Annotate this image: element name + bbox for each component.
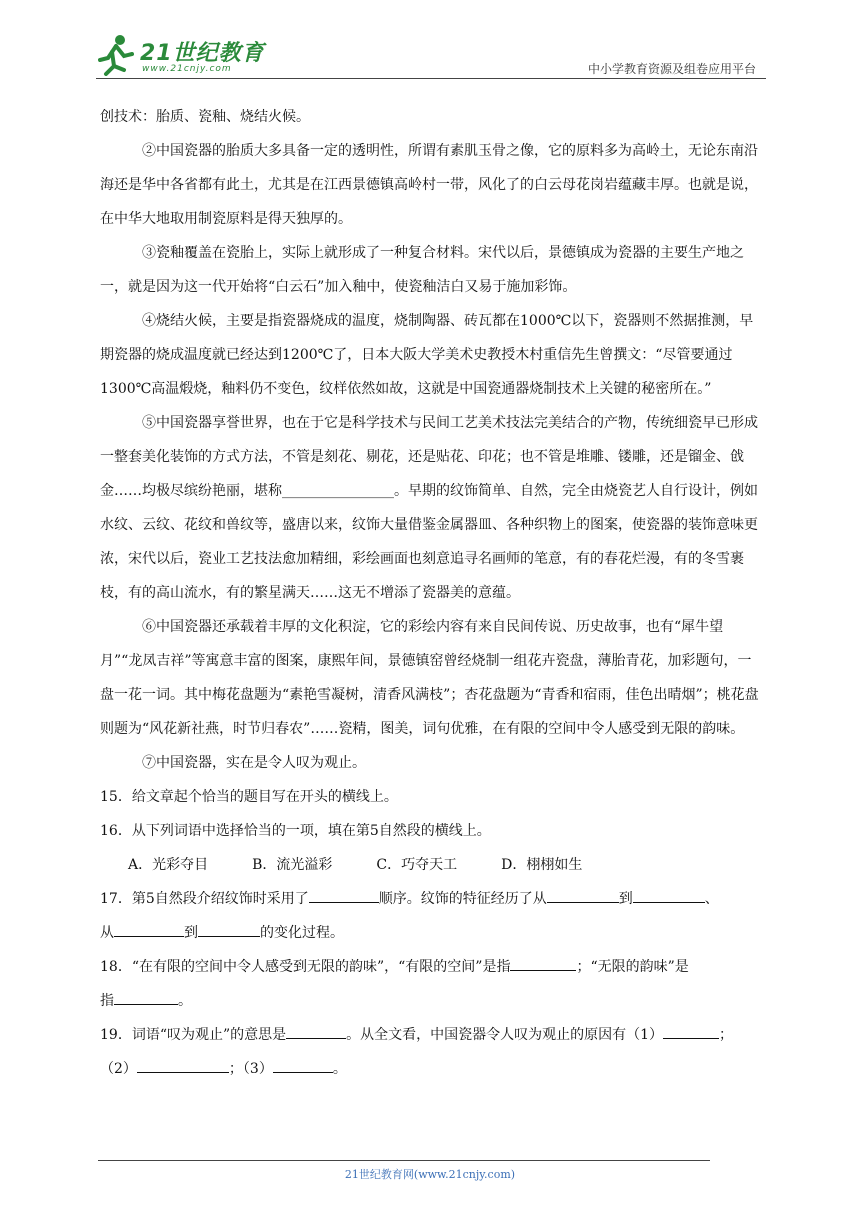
- q17-text: 到: [618, 891, 633, 907]
- question-19: [100, 1018, 765, 1052]
- logo-text: 21世纪教育: [140, 41, 265, 66]
- answer-blank[interactable]: [137, 1056, 229, 1073]
- q17-text: 到: [184, 925, 198, 941]
- answer-blank[interactable]: [286, 1022, 346, 1039]
- answer-blank[interactable]: [114, 920, 184, 937]
- passage-paragraph: ⑦中国瓷器，实在是令人叹为观止。: [142, 755, 366, 771]
- q17-text: 、: [704, 891, 719, 907]
- question-15: 15．给文章起个恰当的题目写在开头的横线上。: [100, 789, 398, 805]
- q19-text: ；（3）: [228, 1061, 273, 1077]
- page-header: [96, 30, 766, 80]
- option-c: C．巧夺天工: [376, 857, 458, 873]
- question-18-cont: [100, 984, 765, 1018]
- passage-paragraph: ②中国瓷器的胎质大多具备一定的透明性，所谓有素肌玉骨之像，它的原料多为高岭土，无论东南沿海还是华中各省都有此土，尤其是在江西景德镇高岭村一带，风化了的白云母花岗岩蕴藏丰厚。也就是说，在中华大地取用制瓷原料是得天独厚的。: [100, 143, 758, 227]
- q17-text: 17．第5自然段介绍纹饰时采用了: [100, 891, 309, 907]
- q18-text: ；“无限的韵味”是: [576, 959, 689, 975]
- logo-url: www.21cnjy.com: [142, 64, 232, 74]
- option-d: D．栩栩如生: [501, 857, 583, 873]
- answer-blank[interactable]: [309, 886, 379, 903]
- platform-name: 中小学教育资源及组卷应用平台: [587, 62, 756, 76]
- answer-blank[interactable]: [510, 954, 576, 971]
- q18-text: 指: [100, 993, 114, 1009]
- q17-text: 顺序。纹饰的特征经历了从: [378, 891, 547, 907]
- q19-text: 。: [332, 1061, 347, 1077]
- question-18: [100, 950, 765, 984]
- q18-text: 18．“在有限的空间中令人感受到无限的韵味”，“有限的空间”是指: [100, 959, 511, 975]
- passage-paragraph: ⑤中国瓷器享誉世界，也在于它是科学技术与民间工艺美术技法完美结合的产物，传统细瓷早已形成一整套美化装饰的方式方法，不管是刻花、剔花，还是贴花、印花；也不管是堆雕、镂雕，还是镏金、戗金……均极尽缤纷艳丽，堪称________________。早期的纹饰简单、自然，完全由烧瓷艺人自行设计，例如水纹、云纹、花纹和兽纹等，盛唐以来，纹饰大量借鉴金属器皿、各种织物上的图案，使瓷器的装饰意味更浓，宋代以后，瓷业工艺技法愈加精细，彩绘画面也刻意追寻名画师的笔意，有的春花烂漫，有的冬雪裹枝，有的高山流水，有的繁星满天……这无不增添了瓷器美的意蕴。: [100, 415, 758, 601]
- answer-blank[interactable]: [663, 1022, 719, 1039]
- passage-paragraph: 创技术：胎质、瓷釉、烧结火候。: [100, 109, 310, 125]
- runner-logo-icon: [96, 32, 140, 76]
- question-19-cont: [100, 1052, 765, 1086]
- passage-paragraph: ⑥中国瓷器还承载着丰厚的文化积淀，它的彩绘内容有来自民间传说、历史故事，也有“犀牛望月”“龙凤吉祥”等寓意丰富的图案，康熙年间，景德镇窑曾经烧制一组花卉瓷盘，薄胎青花，加彩题句，一盘一花一词。其中梅花盘题为“素艳雪凝树，清香风满枝”；杏花盘题为“青香和宿雨，佳色出晴烟”；桃花盘则题为“风花新社燕，时节归春农”……瓷精，图美，词句优雅，在有限的空间中令人感受到无限的韵味。: [100, 619, 759, 737]
- footer-divider: [98, 1160, 710, 1161]
- q19-text: （2）: [100, 1061, 137, 1077]
- q17-text: 从: [100, 925, 114, 941]
- answer-blank[interactable]: [114, 988, 178, 1005]
- answer-blank[interactable]: [273, 1056, 333, 1073]
- page-footer: 21世纪教育网(www.21cnjy.com): [344, 1168, 516, 1181]
- q19-text: ；: [719, 1027, 734, 1043]
- answer-blank[interactable]: [633, 886, 705, 903]
- q19-text: 19．词语“叹为观止”的意思是: [100, 1027, 287, 1043]
- option-a: A．光彩夺目: [128, 857, 209, 873]
- option-b: B．流光溢彩: [252, 857, 333, 873]
- q19-text: 。从全文看，中国瓷器令人叹为观止的原因有（1）: [346, 1027, 664, 1043]
- header-divider: [96, 78, 766, 79]
- question-17: [100, 882, 765, 916]
- passage-paragraph: ④烧结火候，主要是指瓷器烧成的温度，烧制陶器、砖瓦都在1000℃以下，瓷器则不然据推测，早期瓷器的烧成温度就已经达到1200℃了，日本大阪大学美术史教授木村重信先生曾撰文：“尽管要通过1300℃高温煅烧，釉料仍不变色，纹样依然如故，这就是中国瓷通器烧制技术上关键的秘密所在。”: [100, 313, 754, 397]
- question-16-options: [100, 848, 765, 882]
- document-body: [100, 100, 765, 1086]
- answer-blank[interactable]: [198, 920, 260, 937]
- site-logo: [96, 30, 296, 78]
- passage-paragraph: ③瓷釉覆盖在瓷胎上，实际上就形成了一种复合材料。宋代以后，景德镇成为瓷器的主要生产地之一，就是因为这一代开始将“白云石”加入釉中，使瓷釉洁白又易于施加彩饰。: [100, 245, 744, 295]
- q17-text: 的变化过程。: [260, 925, 344, 941]
- question-16: 16．从下列词语中选择恰当的一项，填在第5自然段的横线上。: [100, 823, 491, 839]
- answer-blank[interactable]: [547, 886, 619, 903]
- q18-text: 。: [178, 993, 192, 1009]
- question-17-cont: [100, 916, 765, 950]
